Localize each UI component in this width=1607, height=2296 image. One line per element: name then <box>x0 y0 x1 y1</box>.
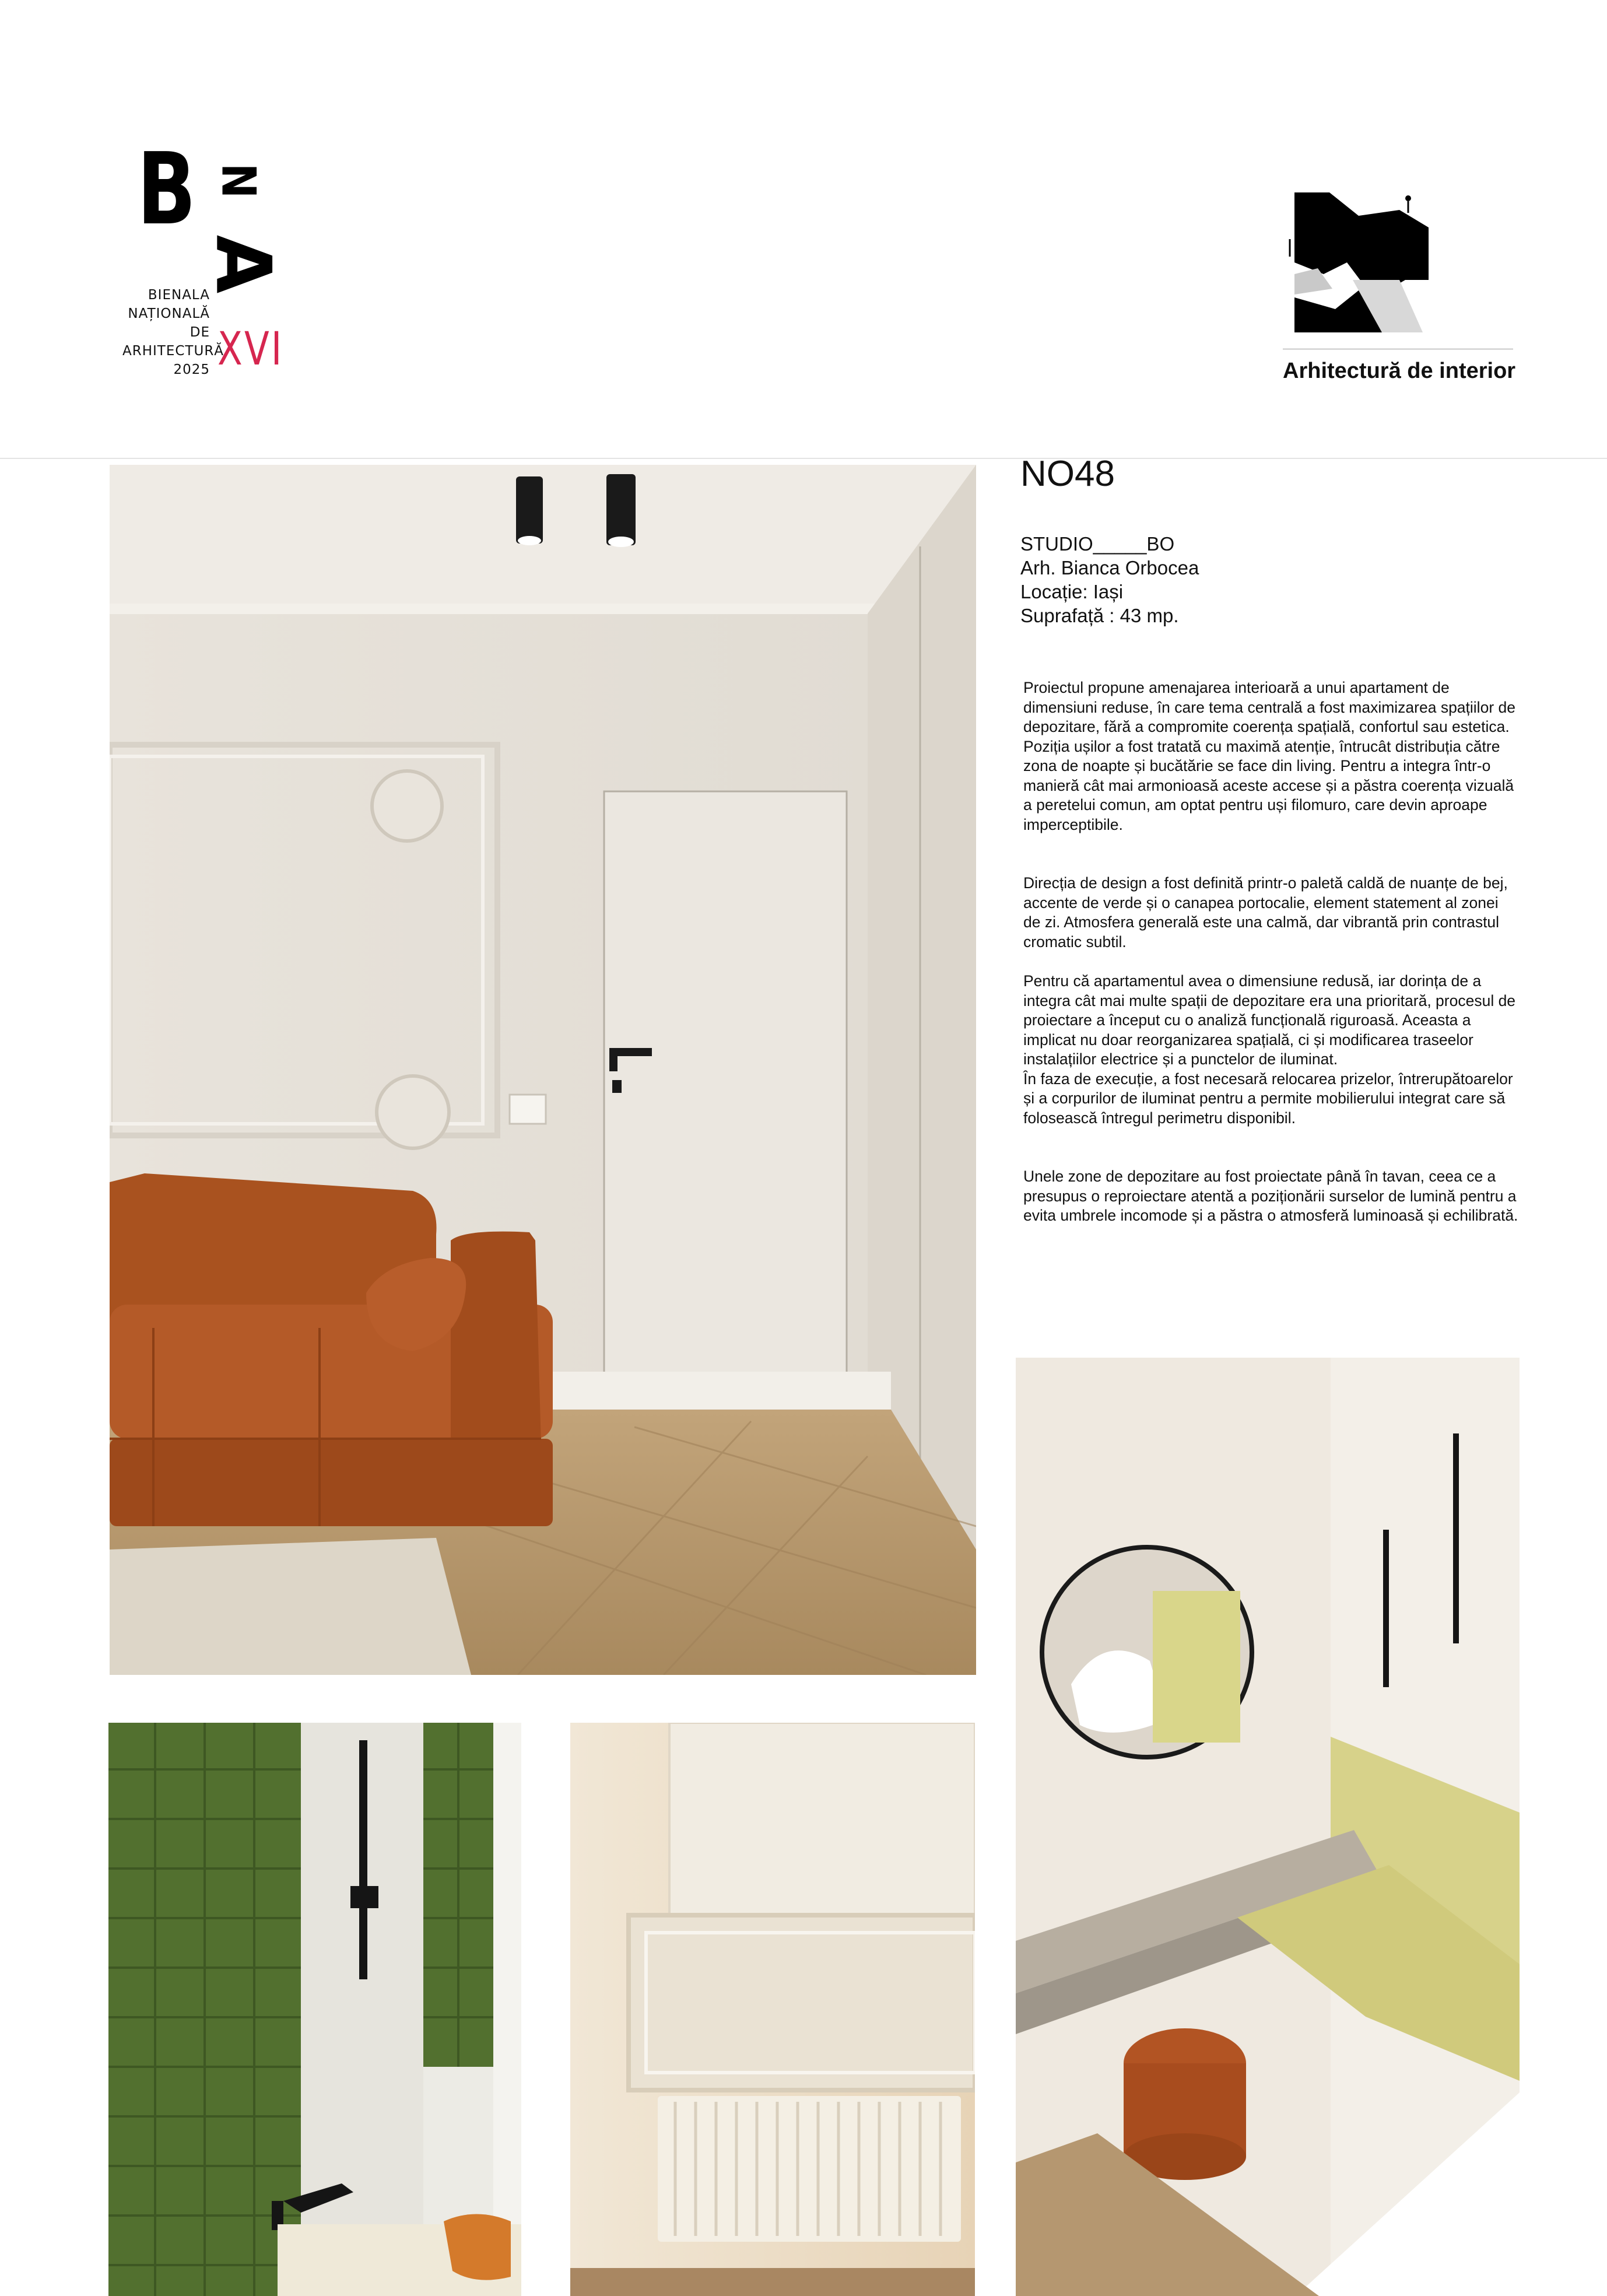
description-paragraph: Direcția de design a fost definită printr-o paletă caldă de nuanțe de bej, accente de verde și o canapea portocalie, element statement al zonei de zi. Atmosfera generală este una calmă, dar vibrantă prin contrastul cromatic subtil. <box>1023 874 1508 951</box>
interior-architecture-logo <box>1283 192 1528 391</box>
bna-subtitle-line: NAȚIONALĂ <box>128 306 210 321</box>
project-title: NO48 <box>1020 454 1115 494</box>
project-meta <box>1020 532 1199 628</box>
project-studio: STUDIO_____BO <box>1020 533 1175 555</box>
bna-edition: XVI <box>217 323 284 376</box>
bna-subtitle-line: DE <box>190 325 210 340</box>
staircase-emblem-icon <box>1283 192 1434 338</box>
project-location: Locație: Iași <box>1020 581 1124 602</box>
bna-subtitle-line: 2025 <box>173 362 210 377</box>
bna-logo <box>122 132 347 402</box>
project-architect: Arh. Bianca Orbocea <box>1020 557 1199 579</box>
project-area: Suprafață : 43 mp. <box>1020 605 1179 626</box>
project-description <box>1023 678 1519 1226</box>
bna-subtitle-line: ARHITECTURĂ <box>122 343 224 359</box>
description-paragraph: Unele zone de depozitare au fost proiectate până în tavan, ceea ce a presupus o reproiectare atentă a poziționării surselor de lumină pentru a evita umbrele incomode și a păstra o atmosferă luminoasă și echilibrată. <box>1023 1168 1518 1224</box>
section-label: Arhitectură de interior <box>1283 359 1516 383</box>
description-paragraph: În faza de execuție, a fost necesară relocarea prizelor, întrerupătoarelor și a corpurilor de iluminat pentru a permite mobilierului integrat care să folosească întregul perimetru disponibil. <box>1023 1070 1513 1127</box>
bna-logo-subtitle <box>122 286 224 379</box>
photo-living-room <box>110 465 976 1675</box>
bathroom-illustration <box>108 1723 521 2296</box>
bna-subtitle-line: BIENALA <box>148 288 210 303</box>
vanity-illustration <box>1016 1358 1520 2296</box>
bna-logo-letter-n: N <box>211 163 266 199</box>
description-paragraph: Proiectul propune amenajarea interioară a unui apartament de dimensiuni reduse, în care tema centrală a fost maximizarea spațiilor de depozitare, fără a compromite coerența spațială, confortul sau estetica. <box>1023 679 1515 735</box>
photo-radiator-detail <box>570 1723 975 2296</box>
photo-bathroom <box>108 1723 521 2296</box>
living-room-illustration <box>110 465 976 1675</box>
radiator-illustration <box>570 1723 975 2296</box>
header-divider <box>0 458 1607 459</box>
bna-logo-letter-a: A <box>199 234 288 294</box>
bna-logo-letter-b: B <box>137 132 197 247</box>
description-paragraph: Pentru că apartamentul avea o dimensiune redusă, iar dorința de a integra cât mai multe spații de depozitare era una prioritară, procesul de proiectare a început cu o analiză funcțională riguroasă. Aceasta a implicat nu doar reorganizarea spațială, ci și modificarea traseelor instalațiilor electrice și a punctelor de iluminat. <box>1023 972 1516 1068</box>
description-paragraph: Poziția ușilor a fost tratată cu maximă atenție, întrucât distribuția către zona de noapte și bucătărie se face din living. Pentru a integra într-o manieră cât mai armonioasă aceste accese și a păstra coerența vizuală a peretelui comun, am optat pentru uși filomuro, care devin aproape imperceptibile. <box>1023 737 1514 833</box>
photo-vanity-mirror <box>1016 1358 1520 2296</box>
